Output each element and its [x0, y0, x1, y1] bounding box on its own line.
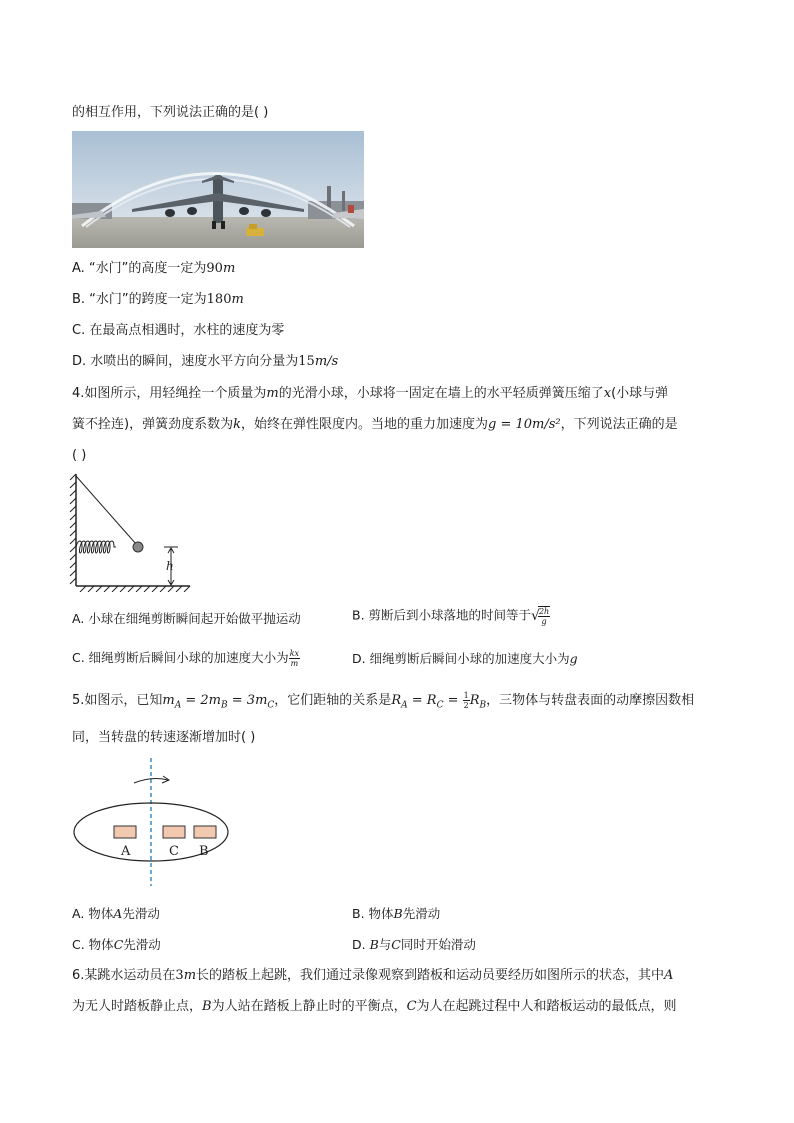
q6-stem-line-2: 为无人时踏板静止点，B为人站在踏板上静止时的平衡点，C为人在起跳过程中人和踏板运动的最低点，则: [72, 999, 677, 1014]
q3-option-b: B. “水门”的跨度一定为180m: [72, 292, 244, 307]
q5-option-b: B. 物体B先滑动: [352, 906, 441, 921]
q3-option-a: A. “水门”的高度一定为90m: [72, 261, 236, 276]
block-b: [194, 826, 216, 838]
q4-option-b: B. 剪断后到小球落地的时间等于√ $\frac{2h}{g}$: [352, 607, 550, 626]
block-a: [114, 826, 136, 838]
q6-stem-line-1: 6.某跳水运动员在3m长的踏板上起跳，我们通过录像观察到踏板和运动员要经历如图所示的状态，其中A: [72, 968, 674, 983]
label-c: C: [169, 844, 179, 859]
block-c: [163, 826, 185, 838]
q5-stem-line-2: 同，当转盘的转速逐渐增加时( ): [72, 730, 256, 745]
ground-hatch: [80, 586, 190, 592]
spring-ball-figure: [68, 470, 198, 592]
q3-option-d: D. 水喷出的瞬间，速度水平方向分量为15m/s: [72, 354, 339, 369]
q5-option-d: D. B与C同时开始滑动: [352, 937, 476, 952]
airplane-water-gate-photo: [72, 131, 364, 248]
q5-option-c: C. 物体C先滑动: [72, 937, 161, 952]
q4-option-c: C. 细绳剪断后瞬间小球的加速度大小为 $\frac{kx}{m}$: [72, 649, 300, 668]
q4-option-a: A. 小球在细绳剪断瞬间起开始做平抛运动: [72, 611, 301, 626]
question-3-stem-tail: 的相互作用，下列说法正确的是( ): [72, 105, 269, 120]
ball: [133, 542, 143, 552]
q5-option-a: A. 物体A先滑动: [72, 906, 160, 921]
q5-stem-line-1: 5.如图示，已知$m_A = 2m_B = 3m_C$，它们距轴的关系是$R_A = R_C$ = $\frac{1}{2}$ $R_B$，三物体与转盘表面的动摩擦因数相: [72, 691, 695, 711]
spring: [76, 541, 116, 553]
wall-hatch: [70, 474, 76, 584]
label-b: B: [199, 844, 209, 859]
rope: [76, 476, 136, 544]
q4-stem-line-2: 簧不拴连)，弹簧劲度系数为k，始终在弹性限度内。当地的重力加速度为g = 10m/s²，下列说法正确的是: [72, 417, 678, 432]
q4-option-d: D. 细绳剪断后瞬间小球的加速度大小为g: [352, 651, 578, 666]
label-a: A: [121, 844, 131, 859]
height-label: h: [166, 559, 174, 573]
q4-stem-line-1: 4.如图所示，用轻绳拴一个质量为m的光滑小球，小球将一固定在墙上的水平轻质弹簧压缩了x(小球与弹: [72, 386, 669, 401]
turntable-figure: [72, 758, 234, 888]
q3-option-c: C. 在最高点相遇时，水柱的速度为零: [72, 323, 285, 338]
q4-answer-paren: ( ): [72, 448, 87, 463]
